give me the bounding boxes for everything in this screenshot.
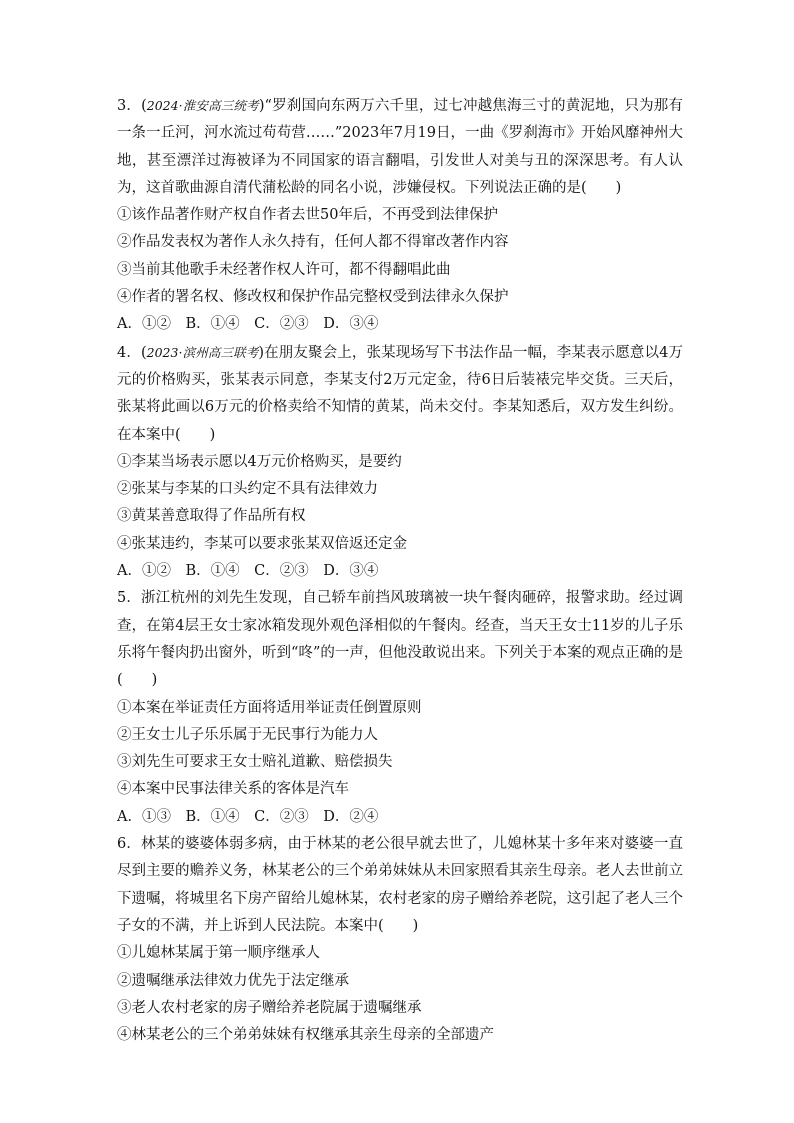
option-1: ①李某当场表示愿以4万元价格购买，是要约 xyxy=(117,453,402,470)
option-1: ①该作品著作财产权自作者去世50年后，不再受到法律保护 xyxy=(117,207,498,224)
question-stem: 4．(2023·滨州高三联考)在朋友聚会上，张某现场写下书法作品一幅，李某表示愿意以4万元的价格购买，张某表示同意，李某支付2万元定金，待6日后装裱完毕交货。三天后，张某将此画以6万元的价格卖给不知情的黄某，尚未交付。李某知悉后，双方发生纠纷。在本案中( ) xyxy=(117,344,683,443)
option-4: ④林某老公的三个弟弟妹妹有权继承其亲生母亲的全部遗产 xyxy=(117,1027,494,1044)
question-text: “罗刹国向东两万六千里，过七冲越焦海三寸的黄泥地，只为那有一条一丘河，河水流过苟苟营……”2023年7月19日，一曲《罗刹海市》开始风靡神州大地，甚至漂洋过海被译为不同国家的语言翻唱，引发世人对美与丑的深深思考。有人认为，这首歌曲源自清代蒲松龄的同名小说，涉嫌侵权。下列说法正确的是( ) xyxy=(117,98,683,196)
option-2: ②作品发表权为著作人永久持有，任何人都不得窜改著作内容 xyxy=(117,234,509,251)
answer-choices: A．①② B．①④ C．②③ D．③④ xyxy=(117,563,379,580)
question-number: 4． xyxy=(117,344,141,361)
question-stem xyxy=(117,831,683,940)
question-stem xyxy=(117,585,683,694)
question-4 xyxy=(117,339,683,586)
question-number: 6． xyxy=(117,836,142,853)
question-source: 2023·滨州高三联考 xyxy=(146,344,259,360)
question-stem: 3．(2024·淮安高三统考)“罗刹国向东两万六千里，过七冲越焦海三寸的黄泥地，只为那有一条一丘河，河水流过苟苟营……”2023年7月19日，一曲《罗刹海市》开始风靡神州大地，甚至漂洋过海被译为不同国家的语言翻唱，引发世人对美与丑的深深思考。有人认为，这首歌曲源自清代蒲松龄的同名小说，涉嫌侵权。下列说法正确的是( ) xyxy=(117,98,683,196)
question-text: 浙江杭州的刘先生发现，自己轿车前挡风玻璃被一块午餐肉砸碎，报警求助。经过调查，在第4层王女士家冰箱发现外观色泽相似的午餐肉。经查，当天王女士11岁的儿子乐乐将午餐肉扔出窗外，听到“咚”的一声，但他没敢说出来。下列关于本案的观点正确的是( ) xyxy=(117,590,683,689)
question-6 xyxy=(117,831,683,1049)
question-text: 在朋友聚会上，张某现场写下书法作品一幅，李某表示愿意以4万元的价格购买，张某表示同意，李某支付2万元定金，待6日后装裱完毕交货。三天后，张某将此画以6万元的价格卖给不知情的黄某，尚未交付。李某知悉后，双方发生纠纷。在本案中( ) xyxy=(117,344,683,443)
option-4: ④张某违约，李某可以要求张某双倍返还定金 xyxy=(117,535,407,552)
option-1: ①本案在举证责任方面将适用举证责任倒置原则 xyxy=(117,699,422,716)
question-3 xyxy=(117,92,683,339)
option-2: ②张某与李某的口头约定不具有法律效力 xyxy=(117,481,378,498)
answer-choices: A．①② B．①④ C．②③ D．③④ xyxy=(117,316,379,333)
question-number: 3． xyxy=(117,98,142,114)
question-5 xyxy=(117,585,683,831)
answer-choices: A．①③ B．①④ C．②③ D．②④ xyxy=(117,808,379,825)
question-number: 5． xyxy=(117,590,142,607)
option-3: ③老人农村老家的房子赠给养老院属于遗嘱继承 xyxy=(117,999,422,1016)
question-source: 2024·淮安高三统考 xyxy=(146,98,259,113)
question-list xyxy=(117,92,683,1049)
option-2: ②王女士儿子乐乐属于无民事行为能力人 xyxy=(117,726,378,743)
option-4: ④本案中民事法律关系的客体是汽车 xyxy=(117,781,349,798)
option-4: ④作者的署名权、修改权和保护作品完整权受到法律永久保护 xyxy=(117,289,509,306)
option-3: ③当前其他歌手未经著作权人许可，都不得翻唱此曲 xyxy=(117,261,451,278)
option-3: ③刘先生可要求王女士赔礼道歉、赔偿损失 xyxy=(117,754,393,771)
option-2: ②遗嘱继承法律效力优先于法定继承 xyxy=(117,972,349,989)
option-3: ③黄某善意取得了作品所有权 xyxy=(117,508,306,525)
question-text: 林某的婆婆体弱多病，由于林某的老公很早就去世了，儿媳林某十多年来对婆婆一直尽到主要的赡养义务，林某老公的三个弟弟妹妹从未回家照看其亲生母亲。老人去世前立下遗嘱，将城里名下房产留给儿媳林某，农村老家的房子赠给养老院，这引起了老人三个子女的不满，并上诉到人民法院。本案中( ) xyxy=(117,836,683,934)
option-1: ①儿媳林某属于第一顺序继承人 xyxy=(117,945,320,962)
